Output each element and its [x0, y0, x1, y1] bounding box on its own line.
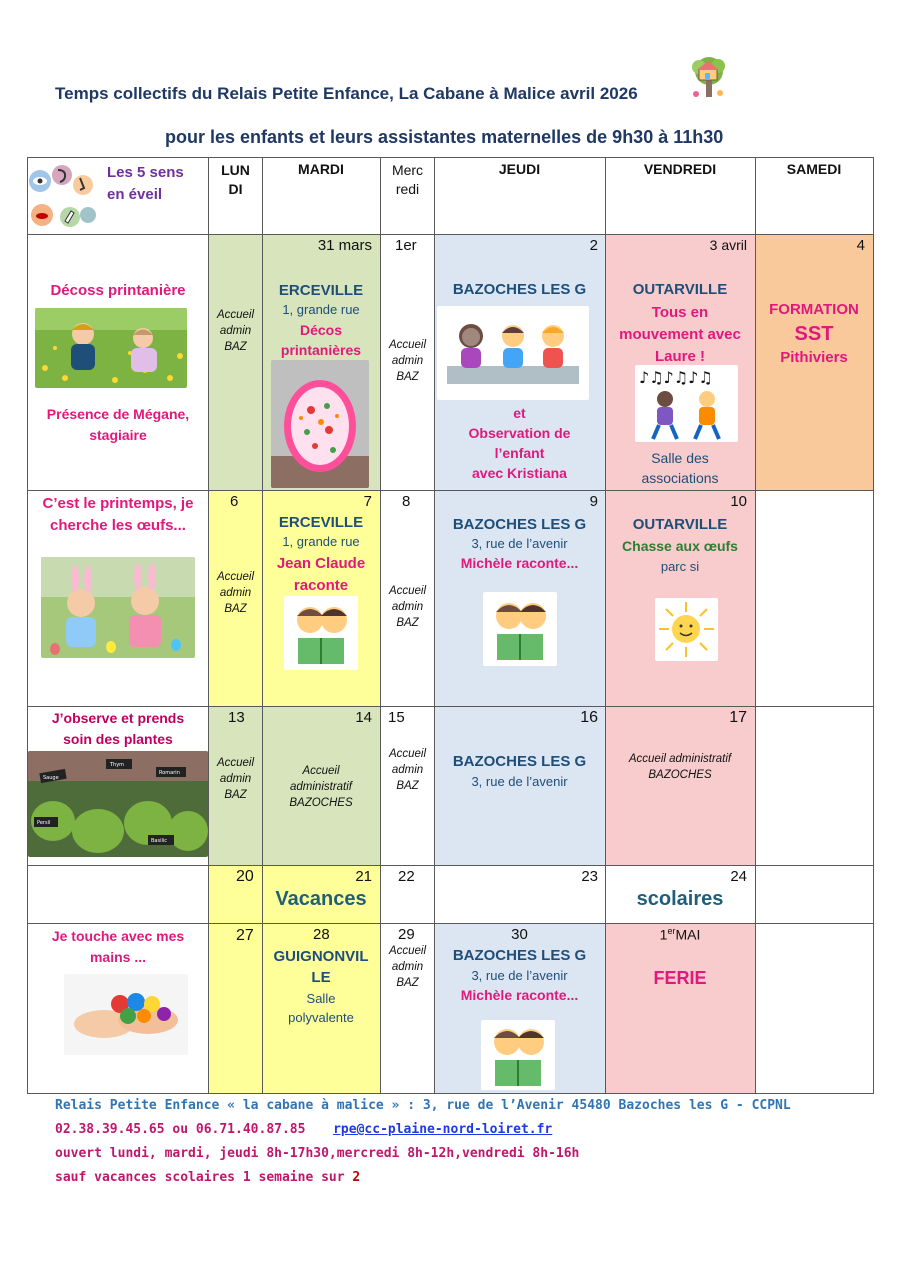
- formation-sst: FORMATION SST Pithiviers: [769, 301, 859, 366]
- date-10: 10: [730, 493, 747, 510]
- place-outarville: OUTARVILLE: [632, 516, 728, 533]
- email-link[interactable]: rpe@cc-plaine-nord-loiret.fr: [333, 1122, 553, 1137]
- activity: Michèle raconte...: [460, 987, 579, 1003]
- place-bazoches: BAZOCHES LES G: [452, 281, 587, 298]
- date-9: 9: [589, 493, 598, 510]
- date-23: 23: [581, 868, 598, 885]
- week1-theme: Décoss printanière: [50, 282, 186, 299]
- date-22: 22: [398, 868, 415, 885]
- cell-bg: [209, 923, 262, 1093]
- photo-children-flowers: [35, 308, 187, 388]
- footer-address: Relais Petite Enfance « la cabane à malice » : 3, rue de l’Avenir 45480 Bazoches les G - CCPNL: [55, 1098, 791, 1113]
- date-14: 14: [355, 709, 372, 726]
- place-bazoches: BAZOCHES LES G: [452, 753, 587, 770]
- place-bazoches: BAZOCHES LES G: [452, 516, 587, 533]
- footer-hours: ouvert lundi, mardi, jeudi 8h-17h30,mercredi 8h-12h,vendredi 8h-16h: [55, 1146, 580, 1161]
- date-3-avril: 3 avril: [709, 237, 747, 253]
- header-jeudi: JEUDI: [498, 161, 541, 177]
- venue-note: Salle des associations: [641, 450, 719, 486]
- accueil-admin: Accueil admin BAZ: [216, 757, 255, 801]
- place-erceville: ERCEVILLE: [278, 282, 364, 299]
- page-title: Temps collectifs du Relais Petite Enfance, La Cabane à Malice avril 2026: [55, 84, 638, 103]
- page-subtitle: pour les enfants et leurs assistantes maternelles de 9h30 à 11h30: [165, 127, 724, 147]
- place-guignonville: GUIGNONVIL LE: [273, 948, 369, 986]
- accueil-admin: Accueil admin BAZ: [388, 339, 427, 383]
- week5-theme: Je touche avec mes mains ...: [51, 928, 185, 965]
- activity: et Observation de l’enfant avec Kristiana: [468, 405, 571, 481]
- date-20: 20: [236, 868, 254, 885]
- address: 3, rue de l’avenir: [471, 536, 568, 551]
- svg-text:Thym: Thym: [110, 762, 125, 768]
- theme-header-line1: Les 5 sens: [107, 164, 184, 181]
- date-16: 16: [580, 709, 598, 726]
- vacances-label: Vacances: [275, 888, 367, 910]
- cell-bg: [209, 235, 262, 490]
- date-6: 6: [230, 493, 239, 510]
- activity: Décos printanières: [280, 322, 362, 358]
- date-27: 27: [236, 927, 254, 944]
- date-8: 8: [402, 493, 411, 510]
- header-vendredi: VENDREDI: [643, 161, 717, 177]
- activity: Michèle raconte...: [460, 555, 579, 571]
- week3-theme: J’observe et prends soin des plantes: [51, 710, 185, 747]
- place-outarville: OUTARVILLE: [632, 281, 728, 298]
- header-mardi: MARDI: [298, 161, 344, 177]
- date-1er: 1er: [395, 237, 417, 254]
- illustration-sun: [655, 598, 718, 661]
- address: 1, grande rue: [282, 302, 360, 317]
- venue-note: parc si: [660, 559, 700, 574]
- illustration-children-playing: [437, 306, 589, 400]
- accueil-admin: Accueil admin BAZ: [216, 309, 255, 353]
- header-samedi: SAMEDI: [786, 161, 842, 177]
- address: 3, rue de l’avenir: [471, 968, 568, 983]
- address: 1, grande rue: [282, 534, 360, 549]
- svg-text:Basilic: Basilic: [151, 838, 168, 844]
- date-15: 15: [388, 709, 405, 726]
- treehouse-logo: [686, 55, 732, 101]
- cell-bg: [605, 923, 755, 1093]
- activity: Tous en mouvement avec Laure !: [619, 304, 741, 365]
- accueil-admin: Accueil admin BAZ: [388, 945, 427, 989]
- ferie-label: FERIE: [653, 968, 707, 988]
- footer-contact: [55, 1122, 552, 1137]
- date-30: 30: [511, 926, 528, 943]
- date-2: 2: [589, 237, 598, 254]
- date-4: 4: [856, 237, 865, 254]
- five-senses-icons: [28, 163, 98, 233]
- date-29: 29: [398, 926, 415, 943]
- illustration-dancing-music: [635, 365, 738, 442]
- accueil-admin: Accueil admin BAZ: [216, 571, 255, 615]
- svg-text:Sauge: Sauge: [43, 775, 59, 781]
- cell-bg: [605, 706, 755, 865]
- accueil-admin: Accueil admin BAZ: [388, 748, 427, 792]
- photo-easter-egg-craft: [271, 360, 369, 488]
- photo-herb-plants: [28, 751, 208, 857]
- theme-header: [107, 162, 202, 206]
- footer-holidays: sauf vacances scolaires 1 semaine sur 2: [55, 1170, 361, 1185]
- theme-header-line2: en éveil: [107, 186, 163, 203]
- accueil-admin: Accueil admin BAZ: [388, 585, 427, 629]
- date-1er-mai: 1erMAI: [659, 926, 701, 943]
- header-lundi: LUN DI: [221, 162, 250, 197]
- svg-text:Persil: Persil: [37, 820, 51, 826]
- activity: Jean Claude raconte: [276, 555, 366, 594]
- photo-playdough-hands: [64, 974, 188, 1055]
- illustration-children-reading: [284, 596, 358, 670]
- illustration-children-reading: [481, 1020, 555, 1090]
- week2-theme: C’est le printemps, je cherche les œufs...: [42, 495, 194, 534]
- week1-theme-note: Présence de Mégane, stagiaire: [46, 406, 190, 443]
- date-31-mars: 31 mars: [317, 237, 372, 254]
- date-28: 28: [313, 926, 330, 943]
- scolaires-label: scolaires: [636, 888, 724, 910]
- date-24: 24: [730, 868, 747, 885]
- date-13: 13: [228, 709, 245, 726]
- venue-note: Salle polyvalente: [288, 991, 354, 1025]
- address: 3, rue de l’avenir: [471, 774, 568, 789]
- activity: Chasse aux œufs: [622, 538, 738, 554]
- place-bazoches: BAZOCHES LES G: [452, 947, 587, 964]
- photo-egg-hunt: [41, 557, 195, 658]
- illustration-children-reading: [483, 592, 557, 666]
- svg-text:Romarin: Romarin: [159, 770, 180, 776]
- date-21: 21: [355, 868, 372, 885]
- header-mercredi: Merc redi: [391, 162, 424, 197]
- svg-text:♪♫♪♫♪♫: ♪♫♪♫♪♫: [639, 368, 713, 387]
- accueil-administratif: Accueil administratif BAZOCHES: [628, 753, 732, 781]
- footer-phones: 02.38.39.45.65 ou 06.71.40.87.85: [55, 1122, 306, 1137]
- date-17: 17: [729, 709, 747, 726]
- accueil-administratif: Accueil administratif BAZOCHES: [289, 765, 353, 809]
- date-7: 7: [363, 493, 372, 510]
- place-erceville: ERCEVILLE: [278, 514, 364, 531]
